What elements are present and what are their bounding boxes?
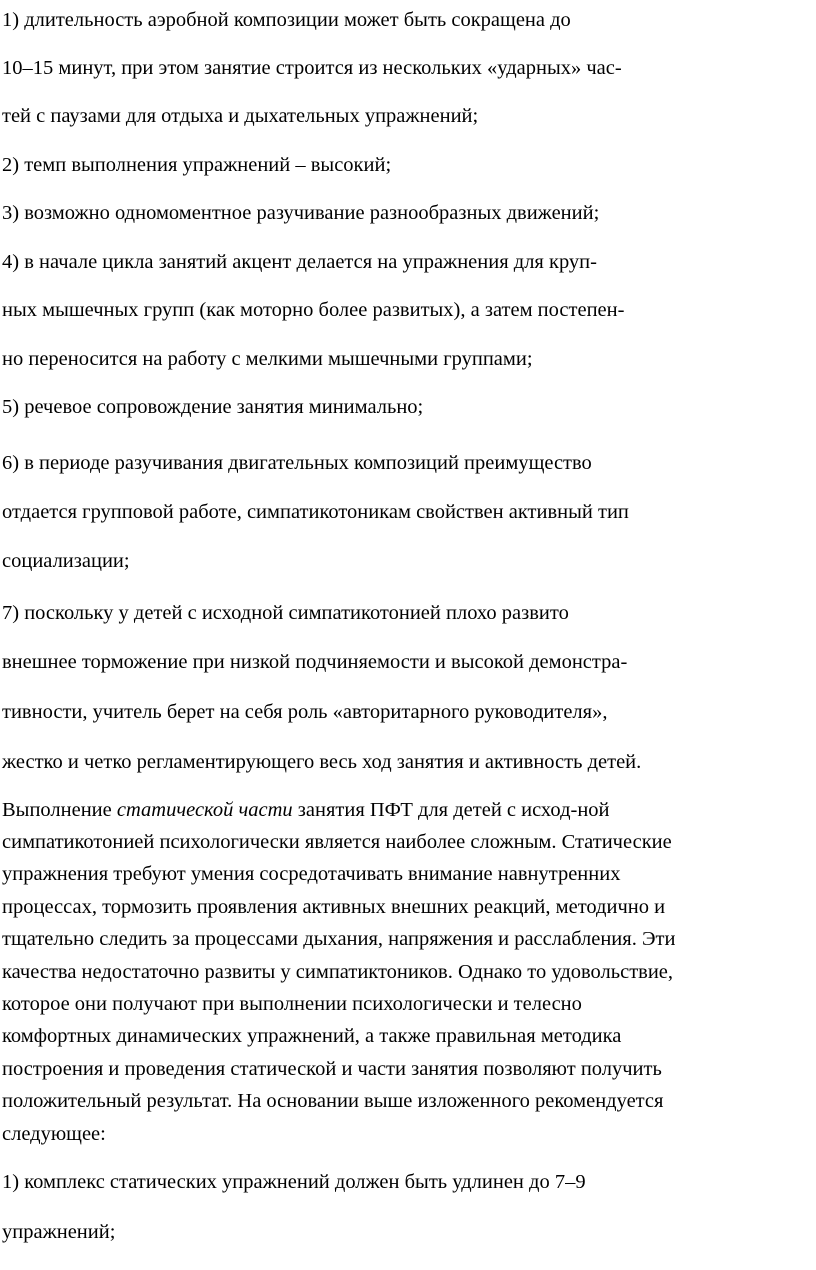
text-line: социализации; (2, 550, 130, 572)
text-line: 1) длительность аэробной композиции может быть сокращена до (2, 9, 571, 31)
text-line: 10–15 минут, при этом занятие строится из нескольких «ударных» час- (2, 57, 622, 79)
text-line: упражнения требуют умения сосредотачивать внимание навнутренних (2, 863, 621, 885)
text-line: 2) темп выполнения упражнений – высокий; (2, 154, 392, 176)
text-line: упражнений; (2, 1221, 116, 1243)
text-line: качества недостаточно развиты у симпатиктоников. Однако то удовольствие, (2, 961, 674, 983)
text-line: 7) поскольку у детей с исходной симпатикотонией плохо развито (2, 602, 569, 624)
text-line: следующее: (2, 1123, 106, 1145)
text-line: но переносится на работу с мелкими мышечными группами; (2, 348, 533, 370)
text-line: которое они получают при выполнении психологически и телесно (2, 993, 582, 1015)
text-line: комфортных динамических упражнений, а также правильная методика (2, 1025, 622, 1047)
text-line: тивности, учитель берет на себя роль «авторитарного руководителя», (2, 701, 608, 723)
text-line: внешнее торможение при низкой подчиняемости и высокой демонстра- (2, 651, 628, 673)
text-line: тщательно следить за процессами дыхания, напряжения и расслабления. Эти (2, 928, 676, 950)
text-line: 4) в начале цикла занятий акцент делается на упражнения для круп- (2, 251, 597, 273)
text-line: процессах, тормозить проявления активных внешних реакций, методично и (2, 896, 666, 918)
text-line: 5) речевое сопровождение занятия минимально; (2, 396, 424, 418)
text-line: 1) комплекс статических упражнений должен быть удлинен до 7–9 (2, 1171, 586, 1193)
text-line: 3) возможно одномоментное разучивание разнообразных движений; (2, 202, 600, 224)
text-line: положительный результат. На основании выше изложенного рекомендуется (2, 1090, 664, 1112)
text-line: ных мышечных групп (как моторно более развитых), а затем постепен- (2, 299, 625, 321)
paragraph-text: занятия ПФТ для детей с исход-ной (292, 799, 610, 821)
text-line: тей с паузами для отдыха и дыхательных упражнений; (2, 105, 479, 127)
paragraph-first-line (2, 798, 610, 822)
paragraph-text: Выполнение (2, 799, 117, 821)
text-line: жестко и четко регламентирующего весь ход занятия и активность детей. (2, 751, 642, 773)
italic-term: статической части (116, 799, 293, 821)
text-line: построения и проведения статической и части занятия позволяют получить (2, 1058, 662, 1080)
text-line: отдается групповой работе, симпатикотоникам свойствен активный тип (2, 501, 629, 523)
text-line: симпатикотонией психологически является наиболее сложным. Статические (2, 831, 672, 853)
text-line: 6) в периоде разучивания двигательных композиций преимущество (2, 452, 592, 474)
